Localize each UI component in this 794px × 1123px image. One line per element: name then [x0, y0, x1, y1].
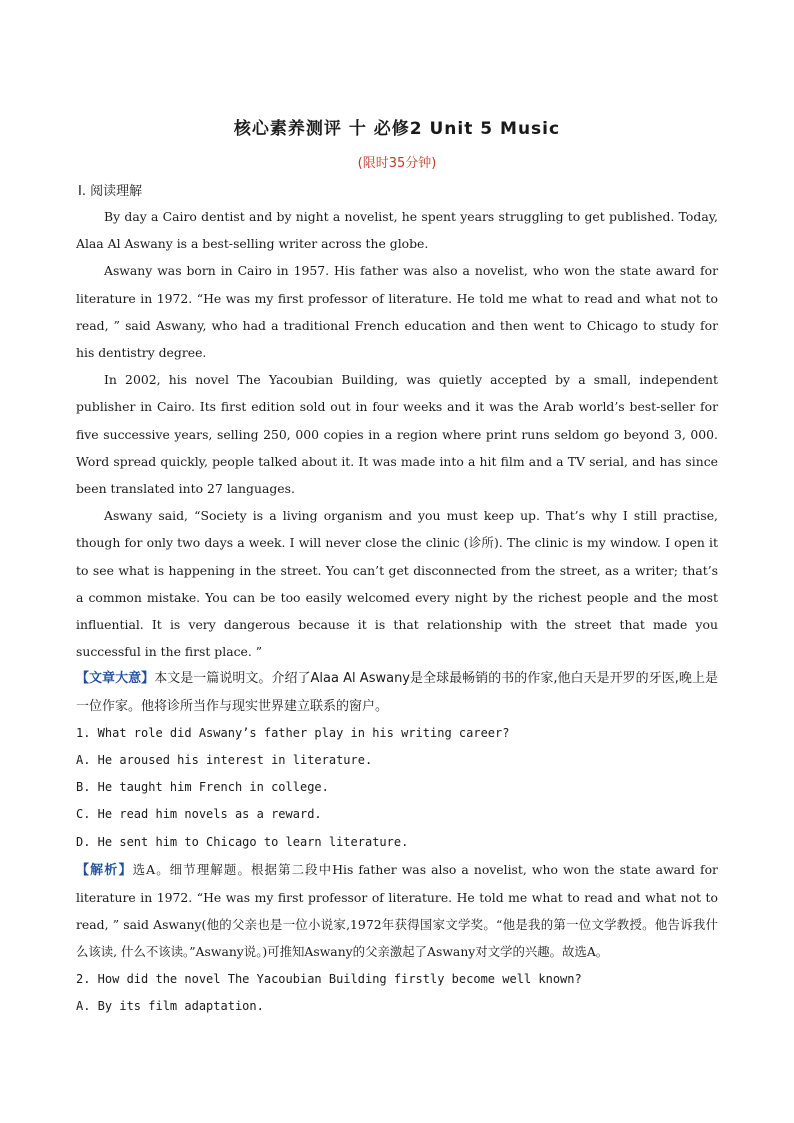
- time-limit: (限时35分钟): [357, 156, 437, 171]
- analysis-tag: 【解析】: [76, 862, 133, 878]
- passage-paragraph: In 2002, his novel The Yacoubian Building, was quietly accepted by a small, independent publisher in Cairo. Its first edition sold out in four weeks and it was the Arab world’s best-seller for five successive years, selling 250, 000 copies in a region where print runs seldom go beyond 3, 000. Word spread quickly, people talked about it. It was made into a hit film and a TV serial, and has since been translated into 27 languages.: [76, 372, 718, 497]
- analysis-text: 选A。细节理解题。根据第二段中His father was also a novelist, who won the state award for literature in 1972. “He was my first professor of literature. He told me what to read and what not to read, ” said Aswany(他的父亲也是一位小说家,1972年获得国家文学奖。“他是我的第一位文学教授。他告诉我什么该读, 什么不该读。”Aswany说。)可推知Aswany的父亲激起了Aswany对文学的兴趣。故选A。: [76, 861, 718, 960]
- answer-option: B. He taught him French in college.: [76, 780, 329, 795]
- summary-block: [76, 665, 718, 719]
- answer-option: C. He read him novels as a reward.: [76, 807, 322, 822]
- answer-option: D. He sent him to Chicago to learn literature.: [76, 834, 409, 849]
- answer-option: A. By its film adaptation.: [76, 998, 264, 1013]
- section-heading: Ⅰ. 阅读理解: [78, 184, 143, 199]
- content-body: [76, 203, 718, 1020]
- passage-paragraph: Aswany said, “Society is a living organism and you must keep up. That’s why I still practise, though for only two days a week. I will never close the clinic (诊所). The clinic is my window. I open it to see what is happening in the street. You can’t get disconnected from the street, as a writer; that’s a common mistake. You can be too easily welcomed every night by the richest people and the most influential. It is very dangerous because it is that relationship with the street that made you successful in the first place. ”: [76, 508, 718, 660]
- question-stem: 2. How did the novel The Yacoubian Building firstly become well known?: [76, 971, 582, 986]
- summary-tag: 【文章大意】: [76, 671, 155, 687]
- question-stem: 1. What role did Aswany’s father play in his writing career?: [76, 725, 510, 740]
- passage-paragraph: Aswany was born in Cairo in 1957. His father was also a novelist, who won the state award for literature in 1972. “He was my first professor of literature. He told me what to read and what not to read, ” said Aswany, who had a traditional French education and then went to Chicago to study for his dentistry degree.: [76, 263, 718, 361]
- page-title: 核心素养测评 十 必修2 Unit 5 Music: [233, 119, 561, 139]
- passage-paragraph: By day a Cairo dentist and by night a novelist, he spent years struggling to get published. Today, Alaa Al Aswany is a best-selling writer across the globe.: [76, 209, 718, 252]
- answer-option: A. He aroused his interest in literature.: [76, 753, 373, 768]
- analysis-block: [76, 856, 718, 966]
- summary-text: 本文是一篇说明文。介绍了Alaa Al Aswany是全球最畅销的书的作家,他白天是开罗的牙医,晚上是一位作家。他将诊所当作与现实世界建立联系的窗户。: [76, 671, 718, 714]
